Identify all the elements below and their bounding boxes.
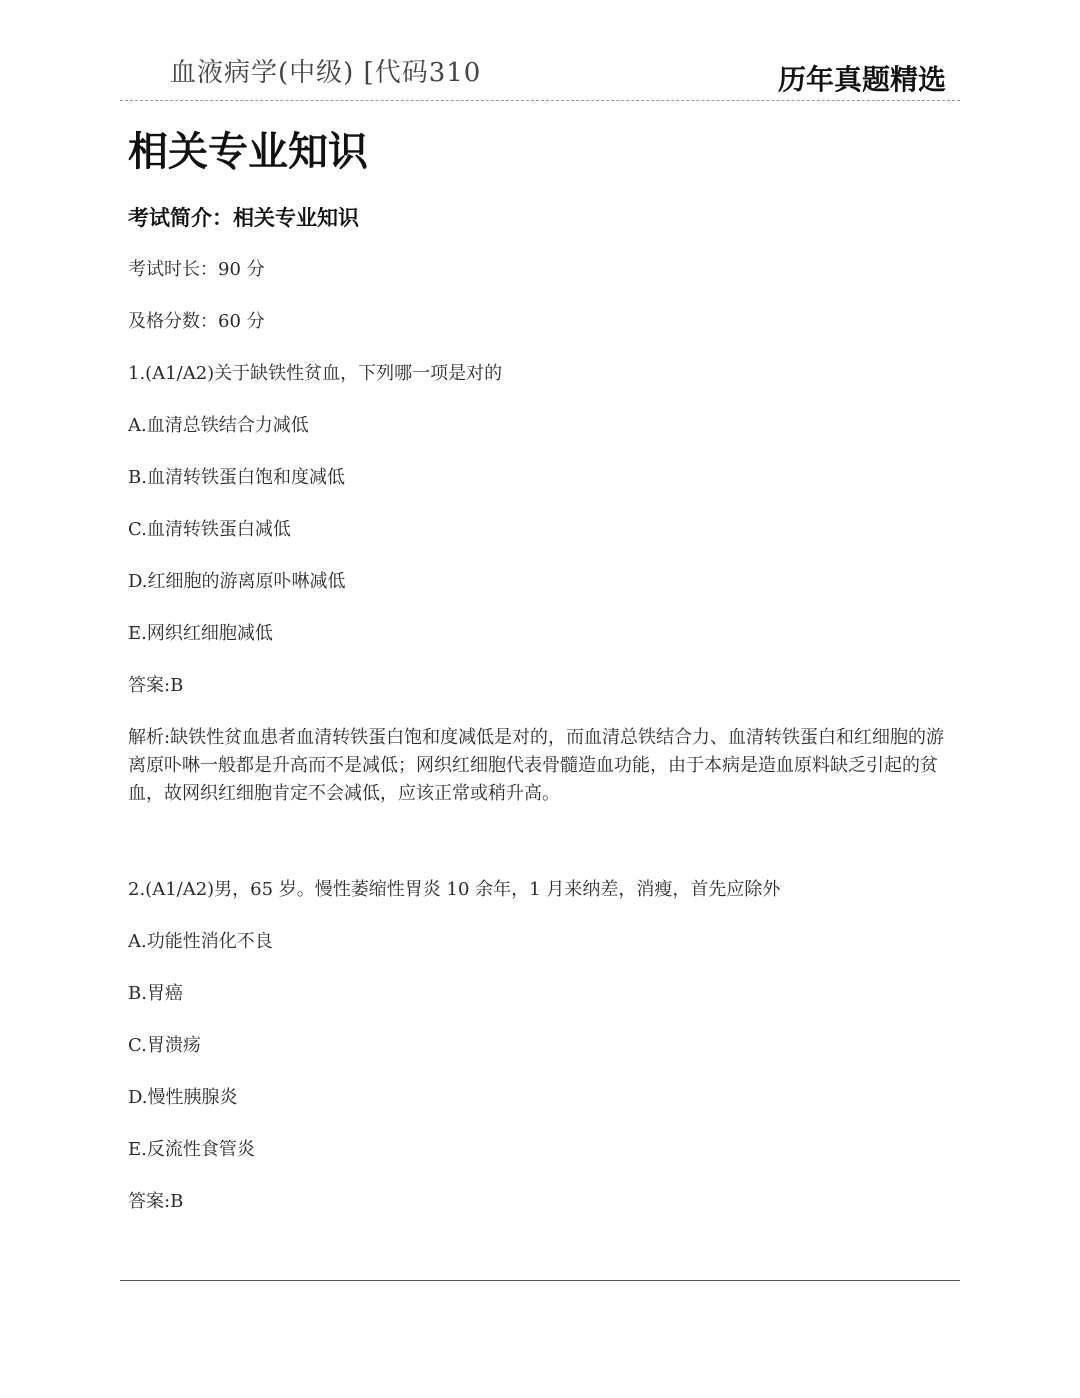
pass-score: 及格分数：60 分 — [128, 311, 265, 332]
footer-divider — [120, 1280, 960, 1281]
option-d: D.慢性胰腺炎 — [128, 1087, 238, 1108]
option-a: A.血清总铁结合力减低 — [128, 415, 309, 436]
question-stem: 1.(A1/A2)关于缺铁性贫血，下列哪一项是对的 — [128, 363, 503, 384]
option-c: C.血清转铁蛋白减低 — [128, 519, 291, 540]
exam-duration: 考试时长：90 分 — [128, 259, 265, 280]
option-e: E.反流性食管炎 — [128, 1139, 255, 1160]
question-1 — [128, 360, 958, 808]
option-e: E.网织红细胞减低 — [128, 623, 273, 644]
option-a: A.功能性消化不良 — [128, 931, 273, 952]
analysis: 解析:缺铁性贫血患者血清转铁蛋白饱和度减低是对的，而血清总铁结合力、血清转铁蛋白和红细胞的游离原卟啉一般都是升高而不是减低；网织红细胞代表骨髓造血功能，由于本病是造血原料缺乏引起的贫血，故网织红细胞肯定不会减低，应该正常或稍升高。 — [128, 727, 945, 804]
page-title: 相关专业知识 — [128, 129, 368, 175]
answer: 答案:B — [128, 1191, 184, 1212]
option-b: B.胃癌 — [128, 983, 183, 1004]
exam-course-title: 血液病学(中级) [代码310 — [170, 58, 482, 88]
question-stem: 2.(A1/A2)男，65 岁。慢性萎缩性胃炎 10 余年，1 月来纳差，消瘦，首先应除外 — [128, 879, 781, 900]
document-body — [128, 128, 958, 1240]
option-b: B.血清转铁蛋白饱和度减低 — [128, 467, 345, 488]
exam-intro-heading: 考试简介：相关专业知识 — [128, 206, 359, 230]
answer: 答案:B — [128, 675, 184, 696]
option-d: D.红细胞的游离原卟啉减低 — [128, 571, 346, 592]
header-tag: 历年真题精选 — [777, 63, 946, 96]
question-2 — [128, 876, 958, 1216]
option-c: C.胃溃疡 — [128, 1035, 201, 1056]
page-header — [120, 40, 960, 101]
